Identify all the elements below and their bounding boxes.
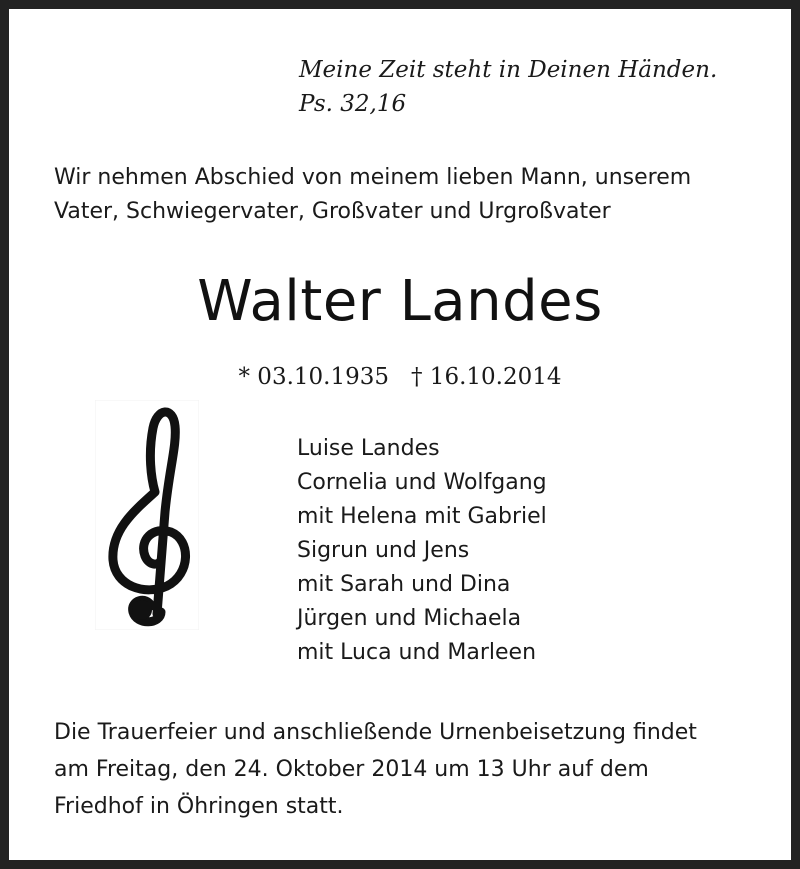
mourner-line: mit Sarah und Dina xyxy=(297,572,511,597)
mourner-line: Luise Landes xyxy=(297,436,440,461)
mourner-line: mit Helena mit Gabriel xyxy=(297,504,547,529)
life-dates xyxy=(9,361,791,393)
psalm-reference: Ps. 32,16 xyxy=(299,91,407,117)
psalm-quote: Meine Zeit steht in Deinen Händen. xyxy=(299,57,718,83)
mourner-line: Cornelia und Wolfgang xyxy=(297,470,547,495)
funeral-details xyxy=(54,714,774,825)
psalm-verse xyxy=(299,53,717,121)
mourner-line: Sigrun und Jens xyxy=(297,538,470,563)
treble-clef-icon xyxy=(95,400,199,630)
funeral-line-1: Die Trauerfeier und anschließende Urnenbeisetzung findet xyxy=(54,720,697,745)
intro-line-2: Vater, Schwiegervater, Großvater und Urgroßvater xyxy=(54,199,611,224)
death-date: † 16.10.2014 xyxy=(411,364,562,390)
mourner-line: mit Luca und Marleen xyxy=(297,640,537,665)
deceased-name: Walter Landes xyxy=(197,269,603,334)
intro-text xyxy=(54,161,774,229)
birth-date: * 03.10.1935 xyxy=(238,364,389,390)
funeral-line-2: am Freitag, den 24. Oktober 2014 um 13 Uhr auf dem xyxy=(54,757,649,782)
mourner-line: Jürgen und Michaela xyxy=(297,606,522,631)
mourners-list xyxy=(297,432,547,670)
funeral-line-3: Friedhof in Öhringen statt. xyxy=(54,794,344,819)
intro-line-1: Wir nehmen Abschied von meinem lieben Mann, unserem xyxy=(54,165,692,190)
